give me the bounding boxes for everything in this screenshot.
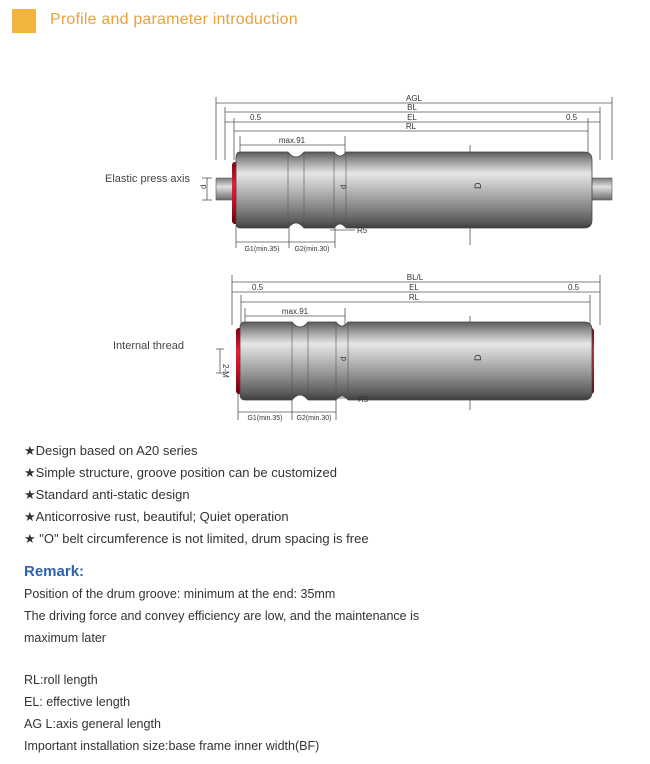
feature-item: ★Standard anti-static design — [24, 487, 190, 502]
dim-offset-left: 0.5 — [250, 113, 262, 122]
section-title: Profile and parameter introduction — [50, 11, 298, 28]
dim2-offset-left: 0.5 — [252, 283, 264, 292]
dim-agl: AGL — [405, 94, 423, 103]
dim2-d-groove: d — [339, 356, 348, 361]
feature-item: ★ "O" belt circumference is not limited, drum spacing is free — [24, 531, 369, 546]
dim-g2: G2(min.30) — [294, 246, 330, 253]
dim-d-groove: d — [339, 184, 348, 189]
dim2-el: EL — [409, 283, 419, 292]
definition-item: RL:roll length — [24, 673, 98, 687]
dim-rl: RL — [405, 122, 417, 131]
definition-item: Important installation size:base frame inner width(BF) — [24, 739, 320, 753]
dim2-g2: G2(min.30) — [296, 415, 332, 422]
dim-d-small: d — [199, 184, 208, 189]
definition-item: AG L:axis general length — [24, 717, 161, 731]
figure2-diagram — [0, 268, 650, 428]
figure2-label: Internal thread — [113, 340, 184, 352]
dim2-max91: max.91 — [281, 307, 309, 316]
figure1-diagram — [0, 85, 650, 265]
feature-list — [24, 440, 624, 550]
dim-el: EL — [407, 113, 417, 122]
remark-line: The driving force and convey efficiency are low, and the maintenance is — [24, 609, 420, 623]
dim-bl: BL — [407, 103, 417, 112]
definition-item: EL: effective length — [24, 695, 131, 709]
feature-item: ★Anticorrosive rust, beautiful; Quiet operation — [24, 509, 289, 524]
dim2-rl: RL — [408, 293, 420, 302]
definitions-list — [24, 669, 624, 757]
feature-item: ★Design based on A20 series — [24, 443, 198, 458]
remark-line: maximum later — [24, 631, 106, 645]
dim-g1: G1(min.35) — [244, 246, 280, 253]
remark-title: Remark: — [24, 563, 85, 580]
dim2-d-big: D — [473, 354, 483, 361]
dim-r5: R5 — [357, 226, 368, 235]
dim-d-big: D — [473, 182, 483, 189]
figure1-label: Elastic press axis — [105, 173, 190, 185]
dim2-bl: BL/L — [406, 273, 424, 282]
section-header — [0, 0, 650, 46]
dim2-g1: G1(min.35) — [247, 415, 283, 422]
dim2-offset-right: 0.5 — [568, 283, 580, 292]
figure2-svg — [0, 268, 650, 428]
figure1-svg — [0, 85, 650, 265]
remark-line: Position of the drum groove: minimum at the end: 35mm — [24, 587, 336, 601]
dim-max91: max.91 — [278, 136, 306, 145]
header-accent-square — [12, 9, 36, 33]
remark-text — [24, 583, 624, 649]
feature-item: ★Simple structure, groove position can be customized — [24, 465, 337, 480]
dim-offset-right: 0.5 — [566, 113, 578, 122]
dim2-r5: R5 — [358, 395, 369, 404]
dim2-thread: 2-M — [221, 364, 230, 378]
